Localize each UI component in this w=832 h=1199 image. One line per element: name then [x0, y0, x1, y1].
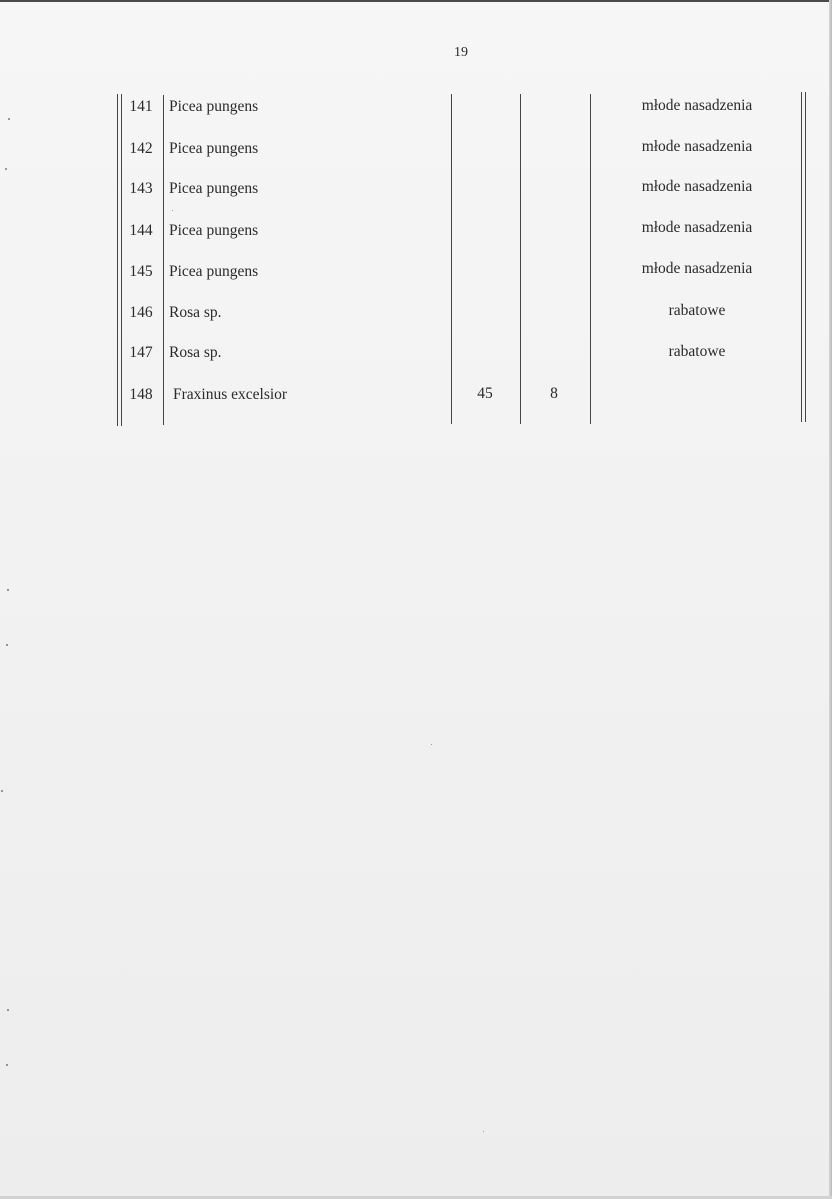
row-number: 141: [129, 98, 153, 115]
name-column-divider: [451, 94, 452, 424]
scan-speck: [7, 1009, 9, 1011]
page-number: 19: [454, 45, 468, 60]
first-value: 45: [477, 385, 493, 402]
first-value-column-divider: [520, 94, 521, 424]
row-number: 146: [129, 304, 153, 321]
remarks: młode nasadzenia: [641, 138, 753, 155]
species-name: Picea pungens: [169, 263, 259, 280]
remarks: młode nasadzenia: [641, 260, 753, 277]
species-name: Rosa sp.: [169, 304, 222, 321]
scan-speck: [172, 210, 173, 211]
scan-speck: [6, 644, 8, 646]
row-number: 145: [129, 263, 153, 280]
scan-speck: [483, 1131, 484, 1132]
remarks: młode nasadzenia: [641, 219, 753, 236]
species-name: Picea pungens: [169, 98, 259, 115]
scan-speck: [431, 744, 432, 745]
scan-speck: [8, 118, 10, 120]
row-number: 148: [129, 386, 153, 403]
table-left-outer-border: [117, 94, 118, 426]
species-name: Rosa sp.: [169, 344, 222, 361]
remarks: młode nasadzenia: [641, 97, 753, 114]
table-right-outer-border: [805, 92, 806, 422]
row-number: 147: [129, 344, 153, 361]
species-name: Picea pungens: [169, 180, 259, 197]
scan-speck: [1, 790, 3, 792]
remarks: młode nasadzenia: [641, 178, 753, 195]
species-name: Picea pungens: [169, 222, 259, 239]
row-number: 143: [129, 180, 153, 197]
scan-speck: [6, 1064, 8, 1066]
row-number: 144: [129, 222, 153, 239]
remarks: rabatowe: [668, 343, 726, 360]
species-name: Fraxinus excelsior: [173, 386, 288, 403]
scan-speck: [5, 168, 7, 170]
species-name: Picea pungens: [169, 140, 259, 157]
number-column-divider: [163, 95, 164, 425]
scan-speck: [7, 589, 9, 591]
row-number: 142: [129, 140, 153, 157]
second-value: 8: [550, 385, 558, 402]
remarks: rabatowe: [668, 302, 726, 319]
page-top-edge: [0, 0, 832, 2]
